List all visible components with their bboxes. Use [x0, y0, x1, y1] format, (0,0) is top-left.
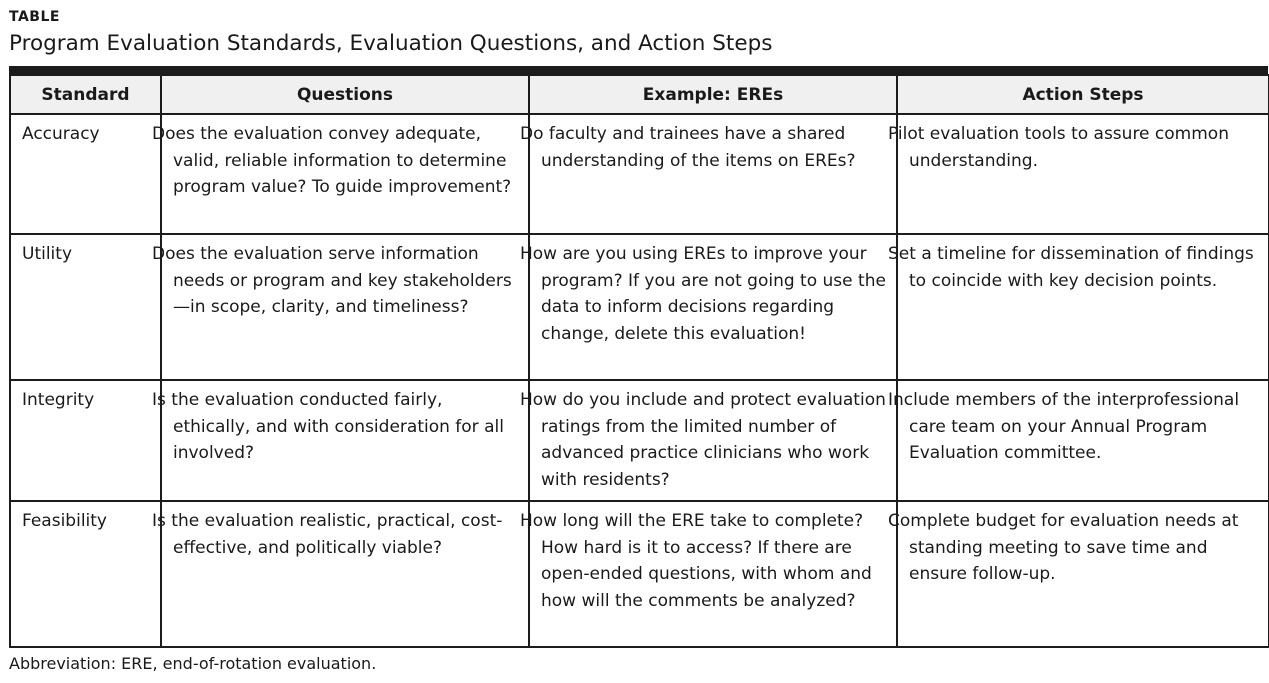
example-cell: How are you using EREs to improve your program? If you are not going to use the data to inform decisions regarding change, delete this evaluation! [529, 234, 897, 380]
table-row [10, 501, 1269, 647]
question-cell: Is the evaluation realistic, practical, cost-effective, and politically viable? [161, 501, 529, 647]
example-cell: How long will the ERE take to complete? How hard is it to access? If there are open-ended questions, with whom and how will the comments be analyzed? [529, 501, 897, 647]
column-header-action-steps: Action Steps [897, 75, 1269, 114]
question-cell: Is the evaluation conducted fairly, ethically, and with consideration for all involved? [161, 380, 529, 501]
standard-cell: Accuracy [10, 114, 161, 234]
header-row [10, 75, 1269, 114]
table-row [10, 114, 1269, 234]
question-cell: Does the evaluation convey adequate, valid, reliable information to determine program value? To guide improvement? [161, 114, 529, 234]
column-header-example: Example: EREs [529, 75, 897, 114]
example-cell: How do you include and protect evaluation ratings from the limited number of advanced practice clinicians who work with residents? [529, 380, 897, 501]
table-row [10, 380, 1269, 501]
action-cell: Complete budget for evaluation needs at standing meeting to save time and ensure follow-up. [897, 501, 1269, 647]
footnote: Abbreviation: ERE, end-of-rotation evaluation. [9, 654, 377, 673]
table-top-rule [9, 66, 1268, 74]
table-row [10, 234, 1269, 380]
standard-cell: Utility [10, 234, 161, 380]
table-title: Program Evaluation Standards, Evaluation Questions, and Action Steps [9, 31, 773, 56]
column-header-standard: Standard [10, 75, 161, 114]
standard-cell: Integrity [10, 380, 161, 501]
standard-cell: Feasibility [10, 501, 161, 647]
action-cell: Include members of the interprofessional care team on your Annual Program Evaluation committee. [897, 380, 1269, 501]
example-cell: Do faculty and trainees have a shared understanding of the items on EREs? [529, 114, 897, 234]
question-cell: Does the evaluation serve information needs or program and key stakeholders—in scope, clarity, and timeliness? [161, 234, 529, 380]
column-header-questions: Questions [161, 75, 529, 114]
evaluation-table [9, 74, 1269, 648]
table-label: TABLE [9, 9, 60, 25]
action-cell: Pilot evaluation tools to assure common understanding. [897, 114, 1269, 234]
action-cell: Set a timeline for dissemination of findings to coincide with key decision points. [897, 234, 1269, 380]
